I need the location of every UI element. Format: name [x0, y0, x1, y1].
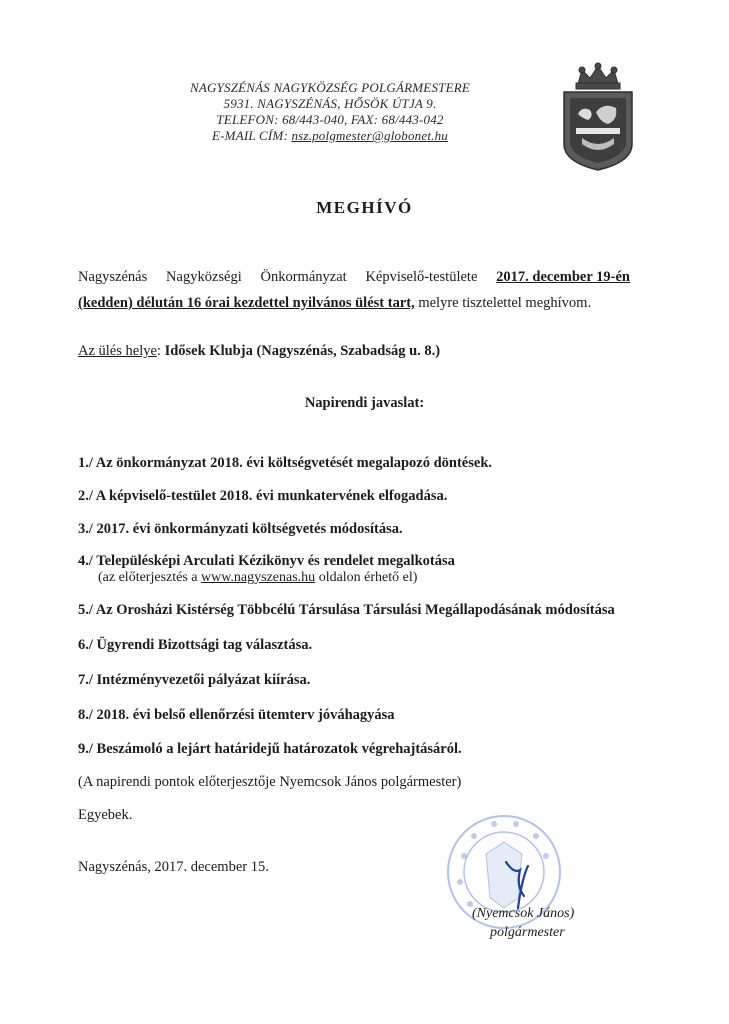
invitation-paragraph [78, 264, 630, 316]
agenda-item-4: 4./ Településképi Arculati Kézikönyv és rendelet megalkotása [78, 553, 455, 569]
note-prefix: (az előterjesztés a [98, 570, 201, 585]
venue-separator: : [156, 343, 165, 359]
note-suffix: oldalon érhető el) [315, 570, 418, 585]
invitation-line-1 [78, 264, 630, 290]
meeting-venue [78, 343, 440, 360]
place-and-date: Nagyszénás, 2017. december 15. [78, 859, 269, 875]
letterhead [130, 80, 530, 144]
presenter-note: (A napirendi pontok előterjesztője Nyemcsok János polgármester) [78, 774, 462, 790]
other-items: Egyebek. [78, 807, 133, 823]
signatory-title: polgármester [490, 925, 565, 940]
signatory-name: (Nyemcsok János) [472, 906, 575, 921]
letterhead-phone: TELEFON: 68/443-040, FAX: 68/443-042 [216, 112, 444, 127]
email-label: E-MAIL CÍM: [212, 128, 292, 143]
agenda-item-6: 6./ Ügyrendi Bizottsági tag választása. [78, 637, 313, 653]
agenda-item-9: 9./ Beszámoló a lejárt határidejű határozatok végrehajtásáról. [78, 741, 462, 757]
agenda-heading: Napirendi javaslat: [304, 395, 425, 411]
coat-of-arms-icon [556, 60, 640, 172]
invitation-line-2 [78, 290, 630, 316]
document-title: MEGHÍVÓ [316, 198, 413, 217]
website-link[interactable]: www.nagyszenas.hu [201, 570, 316, 585]
agenda-item-2: 2./ A képviselő-testület 2018. évi munkatervének elfogadása. [78, 488, 448, 504]
venue-label: Az ülés helye [78, 343, 157, 359]
letterhead-email-line [130, 128, 530, 144]
letterhead-office: NAGYSZÉNÁS NAGYKÖZSÉG POLGÁRMESTERE [189, 80, 470, 95]
meeting-date: 2017. december 19-én [496, 269, 630, 285]
agenda-item-4-note [98, 570, 417, 586]
venue-value: Idősek Klubja (Nagyszénás, Szabadság u. 8.) [164, 343, 441, 359]
invitation-closing: melyre tisztelettel meghívom. [414, 295, 592, 311]
agenda-item-5: 5./ Az Orosházi Kistérség Többcélú Társulása Társulási Megállapodásának módosítása [78, 602, 615, 618]
agenda-item-1: 1./ Az önkormányzat 2018. évi költségvetését megalapozó döntések. [78, 455, 493, 471]
email-link[interactable]: nsz.polgmester@globonet.hu [291, 128, 448, 143]
agenda-item-7: 7./ Intézményvezetői pályázat kiírása. [78, 672, 311, 688]
letterhead-address: 5931. NAGYSZÉNÁS, HŐSÖK ÚTJA 9. [223, 96, 437, 111]
intro-word: Nagyközségi [166, 269, 242, 285]
intro-word: Önkormányzat [260, 269, 347, 285]
intro-word: Nagyszénás [78, 269, 148, 285]
meeting-time: (kedden) délután 16 órai kezdettel nyilvános ülést tart, [78, 295, 415, 311]
agenda-item-3: 3./ 2017. évi önkormányzati költségvetés módosítása. [78, 521, 403, 537]
intro-word: Képviselő-testülete [365, 269, 478, 285]
agenda-item-8: 8./ 2018. évi belső ellenőrzési ütemterv jóváhagyása [78, 707, 395, 723]
